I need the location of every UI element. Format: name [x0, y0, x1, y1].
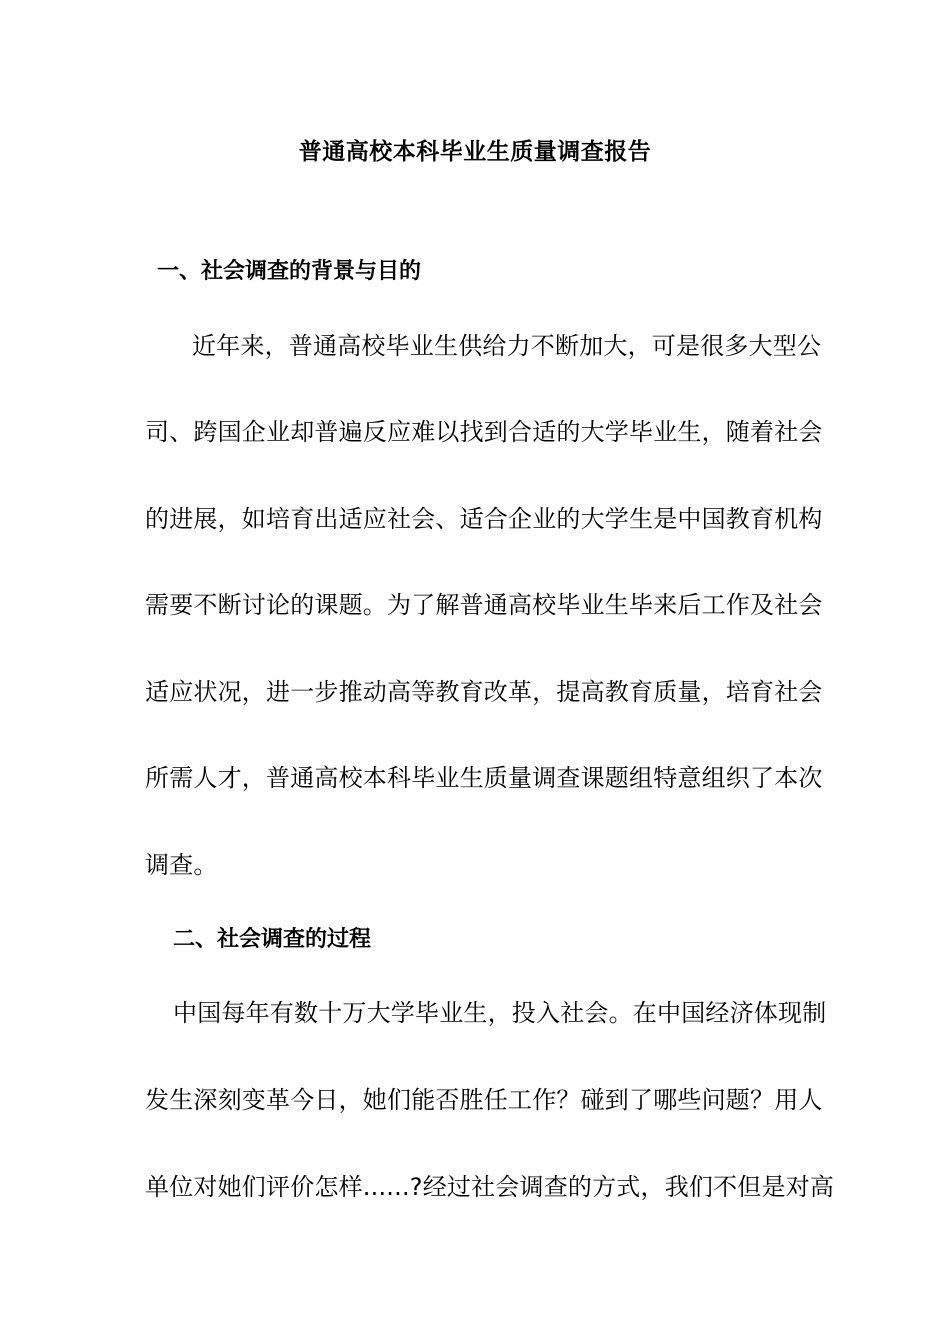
paragraph-line: 近年来，普通高校毕业生供给力不断加大，可是很多大型公: [192, 332, 822, 360]
paragraph-line: 单位对她们评价怎样......?经过社会调查的方式，我们不但是对高: [145, 1173, 835, 1201]
paragraph-line: 调查。: [145, 851, 218, 879]
paragraph-line: 中国每年有数十万大学毕业生，投入社会。在中国经济体现制: [173, 999, 827, 1027]
section-1-heading: 一、社会调查的背景与目的: [157, 259, 422, 284]
paragraph-line: 适应状况，进一步推动高等教育改革，提高教育质量，培育社会: [145, 678, 823, 706]
paragraph-line: 发生深刻变革今日，她们能否胜任工作？碰到了哪些问题？用人: [145, 1086, 823, 1114]
paragraph-line: 的进展，如培育出适应社会、适合企业的大学生是中国教育机构: [145, 505, 823, 533]
paragraph-line: 所需人才，普通高校本科毕业生质量调查课题组特意组织了本次: [145, 764, 823, 792]
section-2-heading: 二、社会调查的过程: [173, 927, 372, 952]
paragraph-line: 司、跨国企业却普遍反应难以找到合适的大学毕业生，随着社会: [145, 418, 823, 446]
document-title: 普通高校本科毕业生质量调查报告: [298, 139, 652, 165]
paragraph-line: 需要不断讨论的课题。为了解普通高校毕业生毕来后工作及社会: [145, 591, 823, 619]
